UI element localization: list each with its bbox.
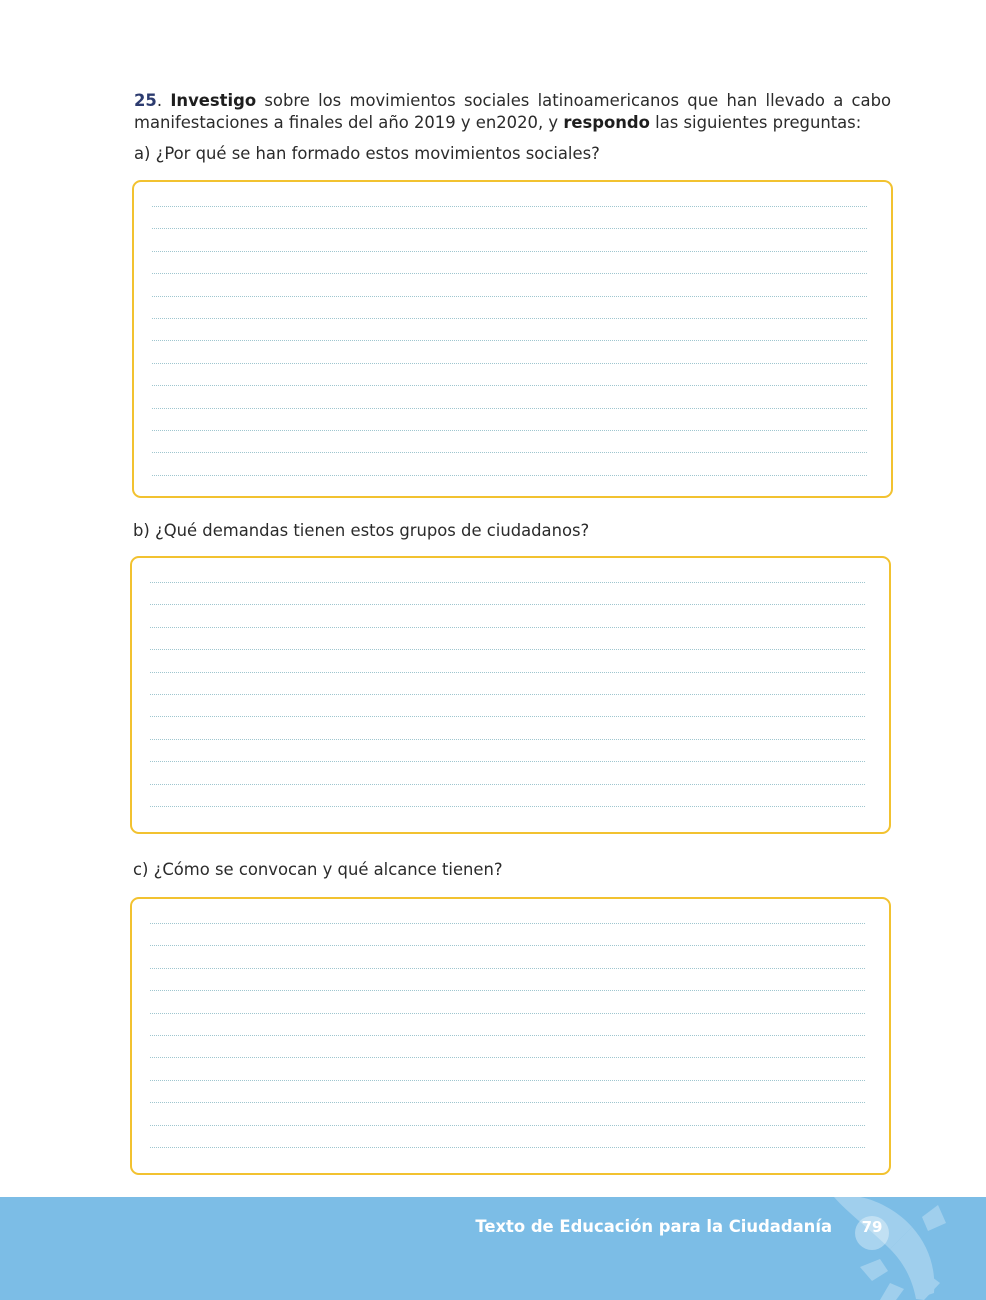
exercise-number-dot: . [156, 91, 171, 110]
writing-line [150, 784, 865, 785]
writing-line [152, 475, 867, 476]
writing-line [150, 806, 865, 807]
question-b: b) ¿Qué demandas tienen estos grupos de ciudadanos? [133, 521, 590, 540]
footer-band [0, 1197, 986, 1300]
writing-line [150, 649, 865, 650]
question-c: c) ¿Cómo se convocan y qué alcance tienen? [133, 860, 503, 879]
exercise-instructions [134, 90, 891, 134]
rocket-icon [820, 1197, 986, 1300]
writing-line [150, 1125, 865, 1126]
writing-line [152, 318, 867, 319]
writing-line [150, 1013, 865, 1014]
writing-line [150, 672, 865, 673]
writing-line [152, 452, 867, 453]
question-a: a) ¿Por qué se han formado estos movimientos sociales? [134, 144, 600, 163]
writing-line [150, 694, 865, 695]
writing-line [152, 408, 867, 409]
writing-line [150, 739, 865, 740]
verb-respondo: respondo [563, 113, 650, 132]
writing-line [150, 1080, 865, 1081]
writing-line [152, 296, 867, 297]
writing-line [150, 968, 865, 969]
writing-line [150, 1147, 865, 1148]
writing-line [150, 716, 865, 717]
writing-line [150, 604, 865, 605]
writing-line [150, 627, 865, 628]
writing-line [152, 385, 867, 386]
verb-investigo: Investigo [170, 91, 257, 110]
writing-line [150, 1035, 865, 1036]
answer-box-a[interactable] [132, 180, 893, 498]
writing-line [152, 430, 867, 431]
exercise-number: 25 [134, 91, 157, 110]
answer-box-c[interactable] [130, 897, 891, 1175]
writing-line [152, 206, 867, 207]
writing-line [150, 582, 865, 583]
writing-line [150, 923, 865, 924]
writing-line [152, 228, 867, 229]
writing-line [152, 251, 867, 252]
writing-line [150, 761, 865, 762]
instruction-text-part2: las siguientes preguntas: [649, 113, 862, 132]
writing-line [152, 363, 867, 364]
book-title: Texto de Educación para la Ciudadanía [475, 1217, 832, 1236]
page-number: 79 [861, 1218, 883, 1236]
answer-box-b[interactable] [130, 556, 891, 834]
writing-line [152, 340, 867, 341]
writing-line [150, 945, 865, 946]
writing-line [150, 1102, 865, 1103]
writing-line [152, 273, 867, 274]
writing-line [150, 1057, 865, 1058]
writing-line [150, 990, 865, 991]
instruction-text-part1: sobre los movimientos sociales latinoamericanos que han llevado a cabo manifestaciones a finales del año 2019 y en2020, y [134, 91, 891, 132]
